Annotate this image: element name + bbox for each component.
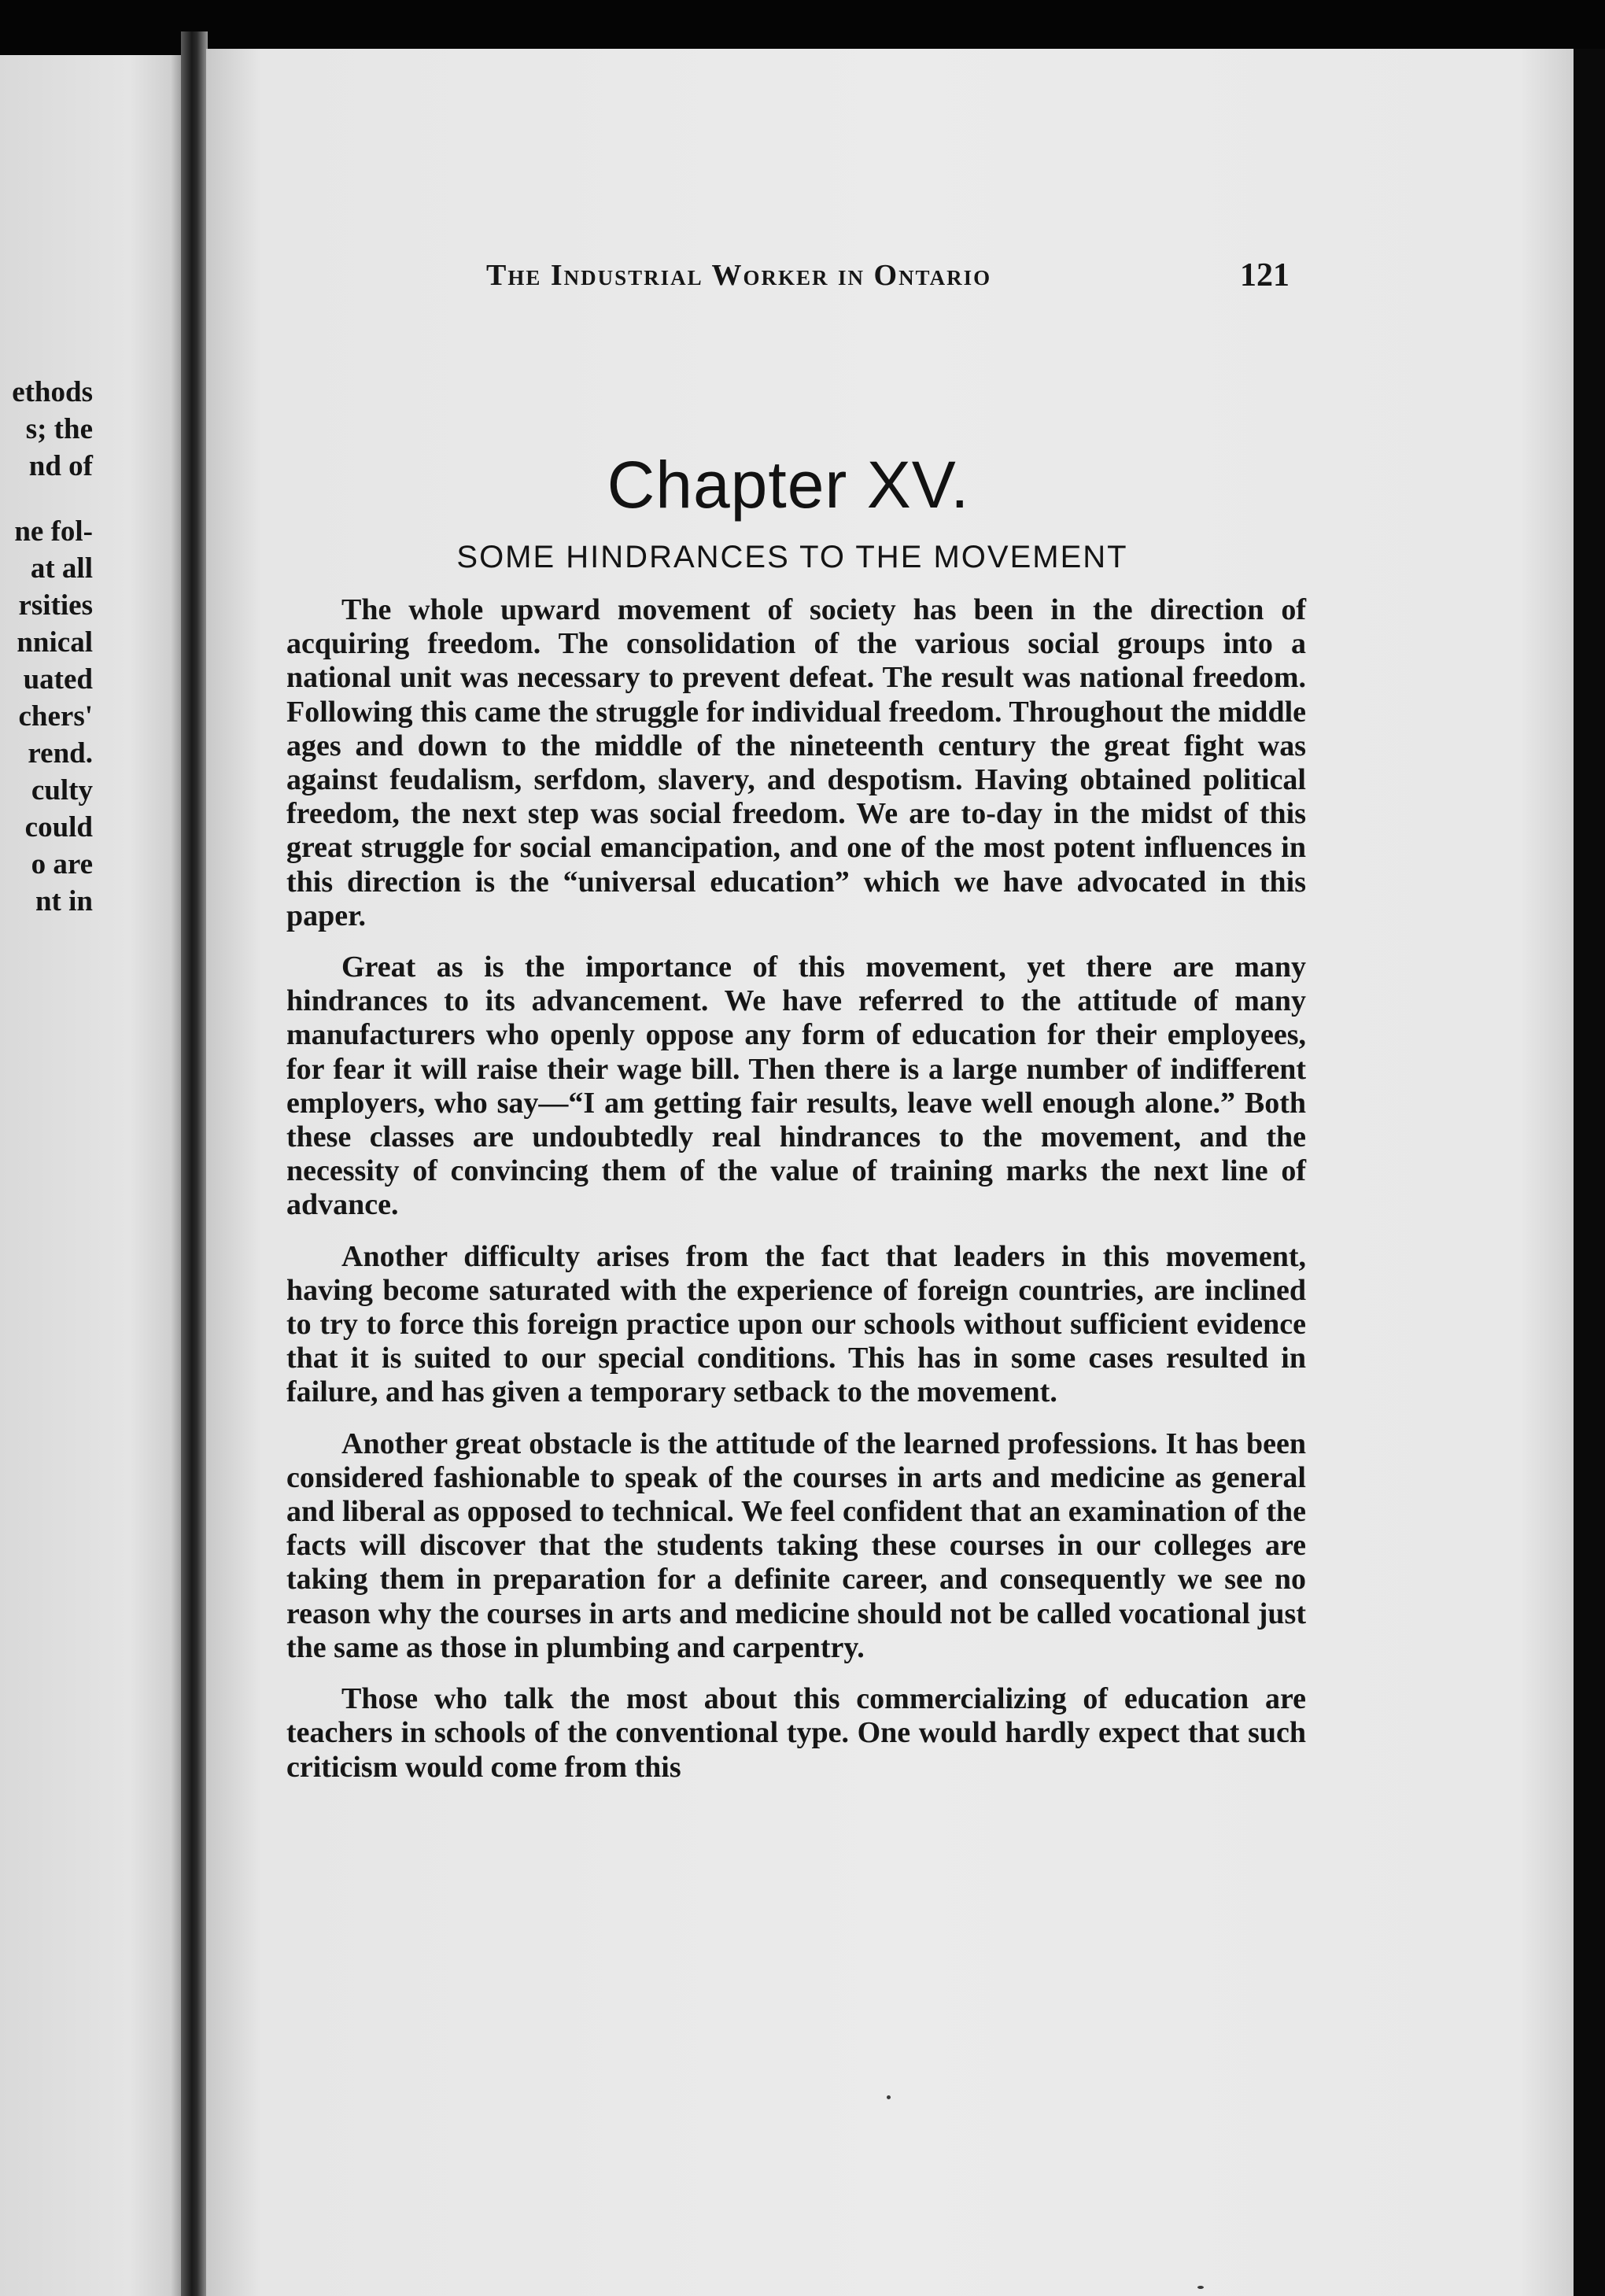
left-fragment-line: rsities [18, 589, 93, 622]
left-fragment-line: s; the [25, 413, 93, 445]
left-facing-page [0, 55, 186, 2296]
chapter-subtitle: SOME HINDRANCES TO THE MOVEMENT [456, 540, 1128, 574]
left-fragment-line: ne fol- [14, 515, 93, 548]
book-gutter [181, 31, 208, 2296]
left-fragment-gap [0, 485, 186, 513]
left-fragment-line: rend. [28, 737, 93, 770]
running-header [275, 253, 1314, 308]
page-number: 121 [1240, 257, 1290, 293]
page-edge-shadow [1574, 49, 1605, 2296]
paragraph: The whole upward movement of society has been in the direction of acquiring freedom. The consolidation of the various social groups into a national unit was necessary to prevent defeat. The result was national freedom. Following this came the struggle for individual freedom. Throughout the middle ages and down to the middle of the nineteenth century the great fight was against feudalism, serfdom, slavery, and despotism. Having obtained political freedom, the next step was social freedom. We are to-day in the midst of this great struggle for social emancipation, and one of the most potent influences in this direction is the “universal education” which we have advocated in this paper. [286, 593, 1306, 932]
running-title: The Industrial Worker in Ontario [486, 259, 992, 292]
left-fragment-line: nt in [35, 885, 93, 917]
body-text [286, 593, 1306, 1785]
left-fragment-line: at all [30, 552, 93, 585]
left-fragment-line: chers' [18, 700, 93, 733]
left-fragment-line: ethods [12, 376, 93, 408]
left-fragment-line: nd of [28, 450, 93, 482]
left-page-text-fragments [0, 374, 186, 920]
paragraph: Those who talk the most about this commercializing of education are teachers in schools of the conventional type. One would hardly expect that such criticism would come from this [286, 1682, 1306, 1784]
left-fragment-line: nnical [17, 626, 93, 659]
scan-speck [1197, 2286, 1204, 2289]
paragraph: Great as is the importance of this movement, yet there are many hindrances to its advancement. We have referred to the attitude of many manufacturers who openly oppose any form of education for their employees, for fear it will raise their wage bill. Then there is a large number of indifferent employers, who say—“I am getting fair results, leave well enough alone.” Both these classes are undoubtedly real hindrances to the movement, and the necessity of convincing them of the value of training marks the next line of advance. [286, 951, 1306, 1222]
left-fragment-line: uated [23, 663, 93, 696]
left-fragment-line: culty [31, 774, 93, 807]
left-fragment-line: could [24, 811, 93, 843]
chapter-title: Chapter XV. [607, 448, 970, 522]
paragraph: Another difficulty arises from the fact that leaders in this movement, having become saturated with the experience of foreign countries, are inclined to try to force this foreign practice upon our schools without sufficient evidence that it is suited to our special conditions. This has in some cases resulted in failure, and has given a temporary setback to the movement. [286, 1239, 1306, 1409]
left-fragment-line: o are [31, 848, 93, 880]
paragraph: Another great obstacle is the attitude of the learned professions. It has been considered fashionable to speak of the courses in arts and medicine as general and liberal as opposed to technical. We feel confident that an examination of the facts will discover that the students taking these courses in our colleges are taking them in preparation for a definite career, and consequently we see no reason why the courses in arts and medicine should not be called vocational just the same as those in plumbing and carpentry. [286, 1427, 1306, 1664]
scan-speck [887, 2095, 891, 2099]
